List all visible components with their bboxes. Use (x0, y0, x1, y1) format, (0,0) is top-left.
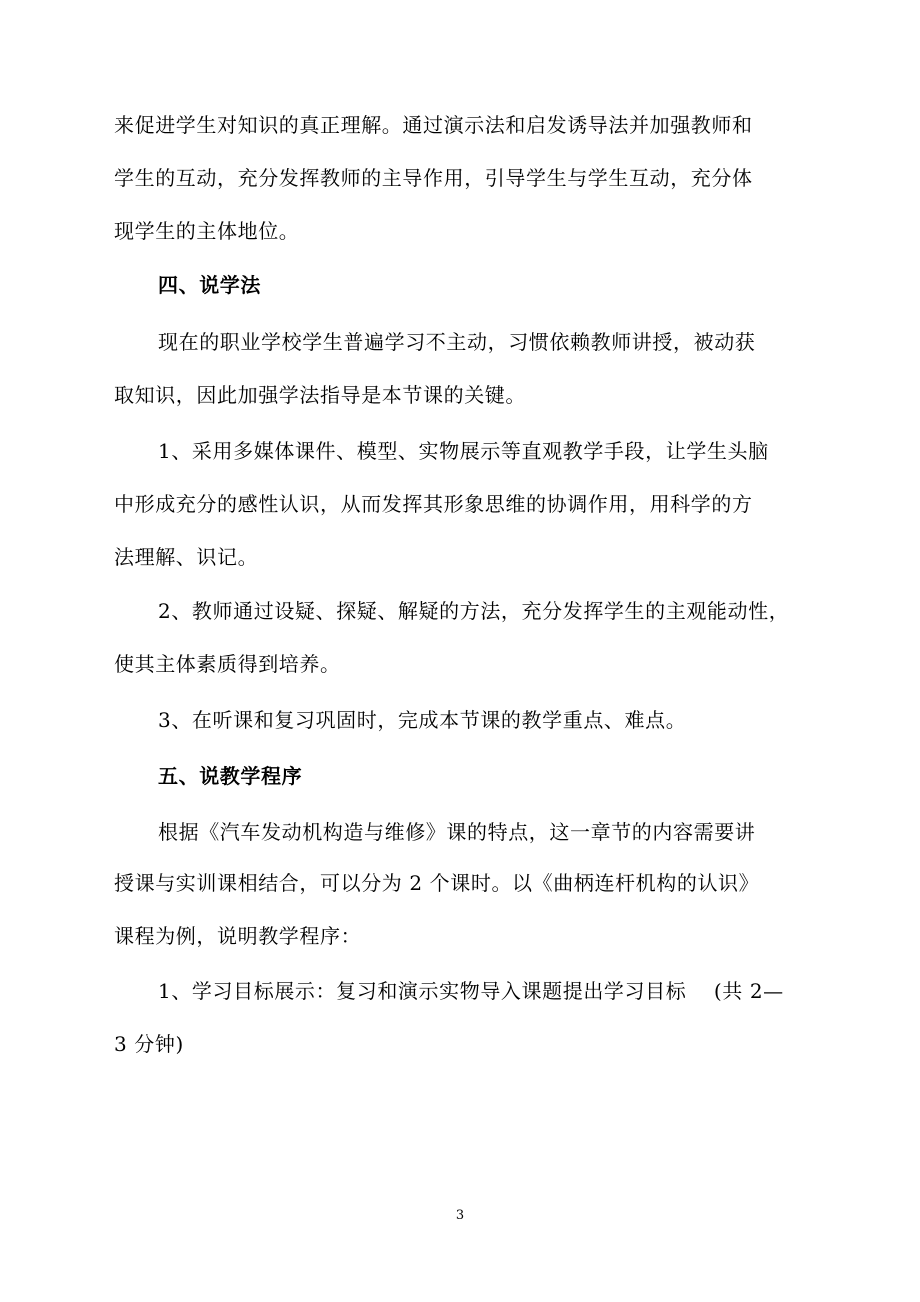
paragraph-line: 课程为例，说明教学程序： (114, 924, 362, 948)
list-item-line: 中形成充分的感性认识，从而发挥其形象思维的协调作用，用科学的方 (114, 492, 753, 516)
list-item-line: 2、教师通过设疑、探疑、解疑的方法，充分发挥学生的主观能动性， (158, 599, 790, 623)
list-item-line: 1、采用多媒体课件、模型、实物展示等直观教学手段，让学生头脑 (158, 439, 769, 463)
list-item-line: 使其主体素质得到培养。 (114, 652, 341, 676)
page-number: 3 (455, 1208, 465, 1223)
list-item-line: 3、在听课和复习巩固时，完成本节课的教学重点、难点。 (158, 708, 687, 732)
section-heading-study-methods: 四、说学法 (158, 273, 261, 297)
paragraph-line: 根据《汽车发动机构造与维修》课的特点，这一章节的内容需要讲 (158, 820, 756, 844)
section-heading-teaching-procedure: 五、说教学程序 (158, 764, 303, 788)
paragraph-line: 现在的职业学校学生普遍学习不主动，习惯依赖教师讲授，被动获 (158, 330, 756, 354)
paragraph-line: 现学生的主体地位。 (114, 219, 300, 243)
list-item-line: 法理解、识记。 (114, 545, 259, 569)
paragraph-line: 来促进学生对知识的真正理解。通过演示法和启发诱导法并加强教师和 (114, 113, 753, 137)
paragraph-line: 授课与实训课相结合，可以分为 2 个课时。以《曲柄连杆机构的认识》 (114, 871, 760, 895)
list-item-line: 3 分钟) (114, 1032, 184, 1056)
list-item-line: 1、学习目标展示：复习和演示实物导入课题提出学习目标 (共 2— (158, 979, 784, 1003)
paragraph-line: 学生的互动，充分发挥教师的主导作用，引导学生与学生互动，充分体 (114, 166, 753, 190)
paragraph-line: 取知识，因此加强学法指导是本节课的关键。 (114, 383, 526, 407)
